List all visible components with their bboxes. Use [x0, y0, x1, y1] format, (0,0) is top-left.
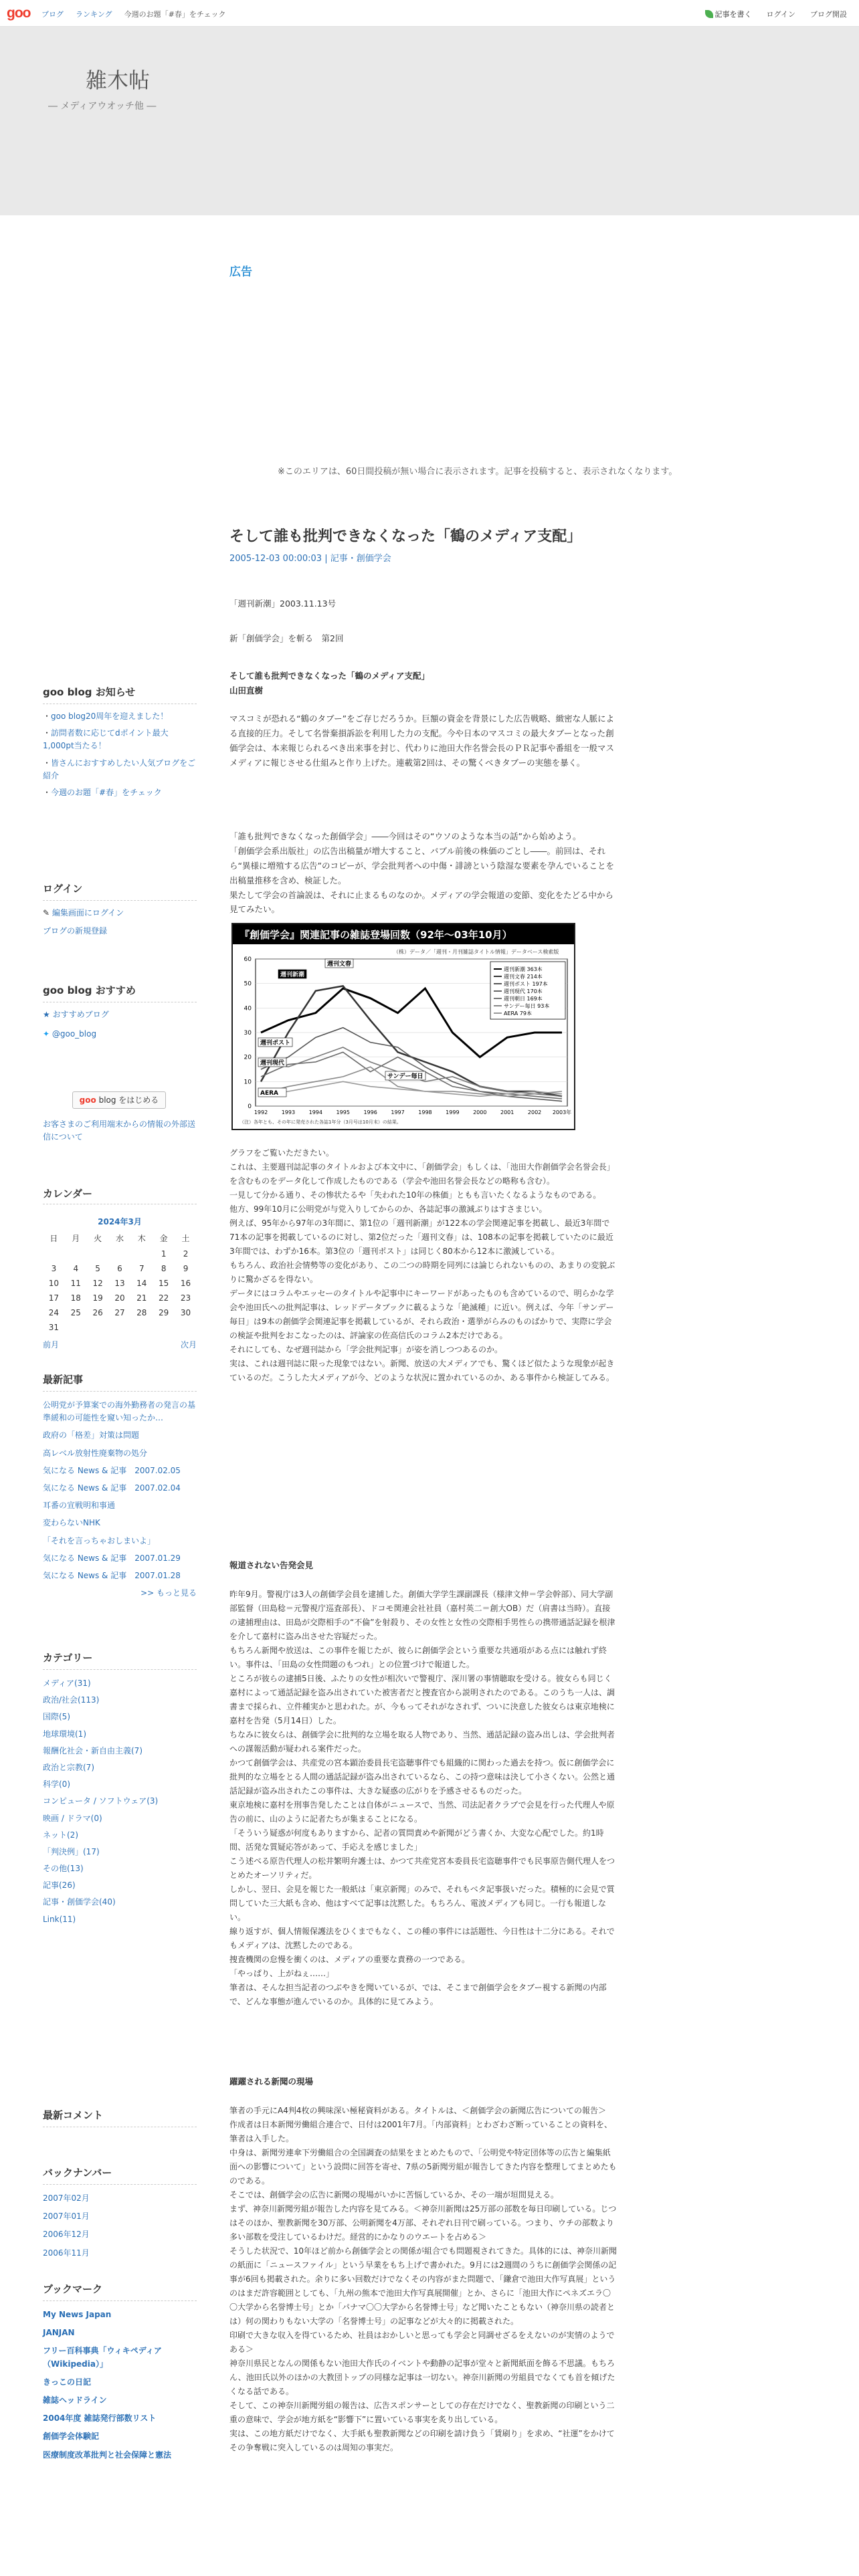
callout-label: サンデー毎日: [387, 1073, 423, 1080]
category-item[interactable]: ネット(2): [43, 1830, 78, 1840]
category-item[interactable]: その他(13): [43, 1864, 84, 1874]
category-item[interactable]: 政治/社会(113): [43, 1695, 100, 1705]
recommend-title: goo blog おすすめ: [43, 984, 136, 996]
calendar: [43, 1216, 197, 1350]
leaf-icon: [705, 10, 713, 18]
post-paragraph: マスコミが恐れる“鶴のタブー”をご存じだろうか。巨額の資金を背景にした広告戦略、緻密な人脈による直接的圧力。そして名誉棄損訴訟を利用した力の支配。今や日本のマスコミの最大タブーとなった創価学会は、本来報じられるべき出来事を封じ、代わりに池田大作名誉会長のＰＲ記事や番組を一般マスメディアに報じさせる仕組みと作り上げた。連載第2回は、その驚くべきタブーの実態を暴く。: [229, 714, 615, 768]
start-blog-button[interactable]: goo blog をはじめる: [72, 1091, 166, 1109]
recommend-list: [43, 1008, 197, 1041]
bookmark-item[interactable]: 雑誌ヘッドライン: [43, 2395, 107, 2405]
y-tick-label: 0: [248, 1103, 252, 1110]
category-item[interactable]: Link(11): [43, 1914, 76, 1924]
calendar-day: [153, 1320, 175, 1335]
post-paragraph: 筆者の手元にA4判4枚の興味深い極秘資料がある。タイトルは、＜創価学会の新聞広告についての報告＞ 作成者は日本新聞労働組合連合で、日付は2001年7月。「内部資料」とわざわざ断っていることの資料を、筆者は入手した。 中身は、新聞労連傘下労働組合の全国調査の結果をまとめたもので、「公明党や特定団体等の広告と編集紙面への影響について」という設問に回答を寄せ、7県の5新聞労組が報告してきた内容を整理してまとめたものである。 そこでは、創価学会の広告に新聞の現場がいかに苦悩しているか、その一端が垣間見える。 まず、神奈川新聞労組が報告した内容を見てみる。＜神奈川新聞は25万部の部数を毎日印刷している。じつはそのほか、聖教新聞を30万部、公明新聞を4万部、それぞれ日刊で刷っている。つまり、ウチの部数より多い部数を受注しているわけだ。経営的にかなりのウエートを占める＞ そうした状況で、10年ほど前から創価学会との関係が組合でも問題視されてきた。具体的には、神奈川新聞の紙面に「ニュースファイル」という早業をもち上げで書かれた。9月には2週間のうちに創価学会関係の記事が6回も掲載された。余りに多い回数だけでなくその内容がまた問題で、「鎌倉で池田大作写真展」というのはまだ許容範囲としても、「九州の熊本で池田大作写真展開催」とか、さらに「池田大作にペネズエラ〇〇大学から名誉博士号」とか「パナマ〇〇大学から名誉博士号」など聞いたこともない（神奈川県の読者とは）何の関わりもない大学の「名誉博士号」の記事などが大々的に掲載された。 印刷で大きな収入を得ているため、社員はおかしいと思っても学会と同調せざるをえないのが実情のようである＞ 神奈川県民となんの関係もない池田大作氏のイベントや動静の記事が堂々と新聞紙面を飾る不思議。もちろん、池田氏以外のほかの大教団トップの同様な記事は一切ない。神奈川新聞の労組員でなくても首を傾げたくなる話である。 そして、この神奈川新聞労組の報告は、広告スポンサーとしての存在だけでなく、聖教新聞の印刷という二重の意味で、学会が地方紙を“影響下”に置いている事実を炙り出している。 実は、この地方紙だけでなく、大手紙も聖教新聞などの印刷を請け負う「賃刷り」を求め、“社運”をかけてその争奪戦に突入しているのは周知の事実だ。: [229, 2106, 617, 2452]
calendar-day: 17: [48, 1293, 60, 1303]
calendar-prev[interactable]: 前月: [43, 1340, 60, 1350]
nav-topic[interactable]: 今週のお題「#春」をチェック: [124, 10, 226, 19]
calendar-day: [87, 1320, 109, 1335]
x-tick-label: 1993: [281, 1109, 296, 1115]
x-tick-label: 1996: [363, 1109, 377, 1115]
category-item[interactable]: 国際(5): [43, 1712, 70, 1722]
calendar-day: 3: [51, 1264, 57, 1273]
calendar-weekday: 木: [137, 1234, 146, 1243]
notice-item[interactable]: ・皆さんにおすすめしたい人気ブログをご紹介: [43, 758, 196, 780]
backnumber-title: バックナンバー: [43, 2167, 112, 2179]
post-title[interactable]: そして誰も批判できなくなった「鶴のメディア支配」: [229, 528, 582, 545]
x-tick-label: 1992: [254, 1109, 268, 1115]
post-paragraph: 「誰も批判できなくなった創価学会」――今回はその“ウソのような本当の話”から始めよう。 「創価学会系出版社」の広告出稿量が増大すること、バブル前後の株価のごとし――。前回は、それら“異様に増殖する広告”のコピーが、学会批判者への中傷・誹謗という陰湿な要素を孕んでいることを出稿量推移を含め、検証した。 果たして学会の首論説は、それに止まるものなのか。メディアの学会報道の変節、変化をたどる中から見てみたい。: [229, 831, 614, 915]
blog-title[interactable]: 雑木帖: [86, 68, 151, 93]
open-blog-button[interactable]: ブログ開設: [810, 10, 847, 19]
legend-entry: サンデー毎日 93本: [504, 1003, 550, 1009]
calendar-day: 24: [48, 1308, 60, 1317]
calendar-month: 2024年3月: [98, 1217, 142, 1226]
y-tick-label: 30: [244, 1030, 252, 1037]
legend-entry: 週刊文春 214本: [504, 974, 543, 980]
calendar-day: 25: [70, 1308, 81, 1317]
calendar-day: 4: [73, 1264, 79, 1273]
calendar-day: 6: [117, 1264, 122, 1273]
calendar-weekday: 火: [94, 1234, 102, 1243]
calendar-day: 12: [92, 1279, 103, 1288]
recent-item[interactable]: 「それを言っちゃおしまいよ」: [43, 1535, 156, 1545]
x-tick-label: 1997: [391, 1109, 405, 1115]
post-meta[interactable]: 2005-12-03 00:00:03 | 記事・創価学会: [229, 554, 391, 564]
bookmark-item[interactable]: My News Japan: [43, 2310, 112, 2319]
recent-more-link[interactable]: >> もっと見る: [140, 1588, 197, 1598]
calendar-day: [65, 1247, 87, 1261]
chart-note: （株）データ／「週刊・月刊雑誌タイトル情報」データベース検索版: [393, 949, 559, 955]
legend-entry: 週刊ポスト 197本: [504, 981, 548, 987]
calendar-day: [109, 1320, 131, 1335]
calendar-day: 1: [161, 1249, 167, 1259]
pencil-icon: ✎: [43, 908, 52, 918]
nav-blog[interactable]: ブログ: [41, 10, 64, 19]
y-tick-label: 20: [244, 1054, 252, 1061]
category-item[interactable]: 映画 / ドラマ(0): [43, 1813, 102, 1823]
chart-footnote: （注）各年とも、その年に発売された各誌1年分（3月号は10月末）の結果。: [240, 1119, 401, 1125]
post-paragraph: 「週刊新潮」2003.11.13号: [229, 599, 337, 609]
calendar-day: 16: [180, 1279, 191, 1288]
backnumber-item[interactable]: 2007年02月: [43, 2193, 90, 2203]
topbar-actions: [701, 7, 851, 21]
divider: [43, 2300, 197, 2301]
chart-svg: [233, 924, 574, 1129]
legend-entry: 週刊現代 170本: [504, 988, 543, 994]
calendar-day: 19: [92, 1293, 103, 1303]
global-nav: [41, 9, 226, 19]
category-item[interactable]: 記事(26): [43, 1881, 76, 1891]
calendar-weekday: 日: [50, 1234, 58, 1243]
article-chart: [231, 923, 575, 1130]
calendar-day: 27: [114, 1308, 125, 1317]
y-tick-label: 60: [244, 956, 252, 963]
bookmark-title: ブックマーク: [43, 2283, 102, 2295]
category-item[interactable]: 「判決例」(17): [43, 1846, 100, 1856]
login-editor-link[interactable]: 編集画面にログイン: [52, 908, 124, 918]
blog-header: [0, 27, 859, 215]
backnumber-item[interactable]: 2006年12月: [43, 2230, 90, 2240]
legend-entry: 週刊朝日 169本: [504, 996, 543, 1002]
post-subheading: 躍躍される新聞の現場: [229, 2076, 314, 2086]
bookmark-list: [43, 2309, 197, 2467]
callout-label: 週刊文春: [327, 961, 352, 968]
goo-blog-twitter-link[interactable]: @goo_blog: [52, 1029, 97, 1039]
ad-label: 広告: [229, 265, 252, 279]
notice-item[interactable]: ・goo blog20周年を迎えました！: [43, 712, 169, 721]
calendar-day: [65, 1320, 87, 1335]
callout-label: 週刊現代: [260, 1060, 285, 1067]
blog-subtitle: ― メディアウオッチ他 ―: [48, 101, 157, 112]
legend-entry: 週刊新潮 363本: [504, 966, 543, 972]
calendar-day: 28: [136, 1308, 147, 1317]
calendar-day: 5: [95, 1264, 100, 1273]
notice-item[interactable]: ・今週のお題「#春」をチェック: [43, 787, 162, 797]
calendar-day: 11: [70, 1279, 81, 1288]
category-title: カテゴリー: [43, 1652, 93, 1664]
divider: [43, 900, 197, 901]
calendar-weekday: 土: [181, 1234, 190, 1243]
recent-title: 最新記事: [43, 1374, 84, 1386]
calendar-day: 18: [70, 1293, 81, 1303]
x-tick-label: 2002: [527, 1109, 542, 1115]
category-item[interactable]: メディア(31): [43, 1679, 91, 1688]
calendar-weekday: 月: [72, 1234, 80, 1243]
x-tick-label: 1999: [446, 1109, 460, 1115]
recent-item[interactable]: 気になる News & 記事 2007.01.29: [43, 1553, 181, 1563]
global-topbar: [0, 0, 859, 27]
backnumber-item[interactable]: 2007年01月: [43, 2212, 90, 2222]
recent-item[interactable]: 変わらないNHK: [43, 1518, 100, 1528]
y-tick-label: 50: [244, 980, 252, 988]
calendar-weekday: 水: [115, 1234, 124, 1243]
calendar-day: 20: [114, 1293, 125, 1303]
external-info-link[interactable]: お客さまのご利用端末からの情報の外部送信について: [43, 1119, 196, 1142]
x-tick-label: 2001: [500, 1109, 514, 1115]
ad-note: ※このエリアは、60日間投稿が無い場合に表示されます。記事を投稿すると、表示されなくなります。: [278, 467, 678, 477]
recent-item[interactable]: 公明党が予算案での海外勤務者の発言の基準緩和の可能性を窺い知ったか…: [43, 1400, 196, 1423]
x-tick-label: 1994: [308, 1109, 322, 1115]
main-area: [0, 215, 859, 2576]
chart-title: 『創価学会』関連記事の雑誌登場回数（92年〜03年10月）: [240, 929, 512, 941]
post-paragraph: 新「創価学会」を斬る 第2回: [229, 633, 344, 643]
goo-logo[interactable]: goo: [7, 5, 31, 21]
divider: [43, 1669, 197, 1670]
login-button[interactable]: ログイン: [766, 10, 795, 19]
login-title: ログイン: [43, 883, 83, 895]
x-tick-label: 1995: [336, 1109, 350, 1115]
divider: [43, 2184, 197, 2185]
calendar-day: 30: [180, 1308, 191, 1317]
comment-title: 最新コメント: [43, 2109, 104, 2121]
calendar-day: 14: [136, 1279, 147, 1288]
recent-list: [43, 1399, 197, 1600]
star-icon: ★: [43, 1010, 53, 1019]
legend-entry: AERA 79本: [504, 1010, 532, 1016]
backnumber-list[interactable]: [43, 2192, 197, 2258]
category-item[interactable]: 報酬化社会・新自由主義(7): [43, 1745, 142, 1755]
bookmark-item[interactable]: 創価学会体験記: [43, 2432, 100, 2442]
post-paragraph: 昨年9月。警視庁は3人の創価学会員を逮捕した。創価大学学生課副課長（様津文伸＝学会幹部）、同大学副部監督（田島稔＝元警視庁巡査部長）、ドコモ関連会社社員（嘉村英二＝創大OB）だ（肩書は当時）。直接の逮捕理由は、田島が交際相手の“不倫”を射殺り、その女性と女性の交際相手男性らの携帯通話記録を根津を介して嘉村に盗み出させた容疑だった。 もちろん新聞や放送は、この事件を報じたが、彼らに創価学会という重要な共通項がある点には触れず終い。事件は、「田島の女性問題のもつれ」との位置づけで報道した。 ところが彼らの逮捕5日後、ふたりの女性が相次いで警視庁、深川署の事情聴取を受ける。彼女らも同じく嘉村によって通話記録を盗み出されていた被害者だと捜査官から説明されたのである。このうち一人は、調書まで採られ、立件種実かと思われた。が、今もってそれがなされず、ついに決意した彼女らは東京地検に嘉村を告発（5月14日）した。 ちなみに彼女らは、創価学会に批判的な立場を取る人物であり、当然、通話記録の盗み出しは、学会批判者への謀報活動が疑われる案件だった。 かつて創価学会は、共産党の宮本顕治委員長宅盗聴事件でも組織的に関わった過去を持つ。仮に創価学会に批判的な立場をとる人間の通話記録が盗み出されているなら、この持つ意味は決して小さくない。公然と通話記録が盗み出されたこの事件は、大きな疑惑の広がりを予感させるものだった。 東京地検に嘉村を刑事告発したことは自体がニュースで、当然、司法記者クラブで会見を行った代理人や原告の前に、山のように記者たちが集まることになる。 「そういう疑惑が何度もありますから、記者の質問責めや新聞がどう書くか、大変な心配でした。約1時間、活発な質疑応答があって、手応えを感じました」 こう述べる原告代理人の松井繁明弁護士は、かつて共産党宮本委員長宅盗聴事件でも民事原告側代理人をつとめたオーソリティだ。 しかし、翌日、会見を報じた一般紙は「東京新聞」のみで、それもベタ記事扱いだった。積極的に会見で質問していた三大紙も含め、他はすべて記事は沈黙した。もちろん、電波メディアも同じ。一行も報道しない。 線り返すが、個人情報保護法をひくまでもなく、この種の事件には話題性、今日性は十二分にある。それでもメディアは、沈黙したのである。 捜査機関の怠慢を衝くのは、メディアの重要な責務の一つである。 「やっぱり、上がねぇ……」 筆者は、そんな担当記者のつぶやきを聞いているが、では、そこまで創価学会をタブー視する新聞の内部で、どんな事態が進んでいるのか。具体的に見てみよう。: [229, 1590, 615, 2006]
calendar-weekday: 金: [159, 1234, 168, 1243]
x-tick-label: 1998: [418, 1109, 432, 1115]
post-heading: そして誰も批判できなくなった「鶴のメディア支配」 山田直樹: [229, 671, 430, 695]
calendar-day: 21: [136, 1293, 147, 1303]
calendar-next[interactable]: 次月: [180, 1340, 197, 1350]
calendar-day: 8: [161, 1264, 167, 1273]
nav-ranking[interactable]: ランキング: [76, 10, 112, 19]
calendar-day: 31: [48, 1323, 60, 1332]
calendar-day: 7: [138, 1264, 145, 1273]
calendar-day: 2: [183, 1249, 189, 1259]
calendar-day: 15: [159, 1279, 169, 1288]
x-tick-label: 2003年: [552, 1109, 572, 1115]
recent-item[interactable]: 政府の「格差」対策は問題: [43, 1430, 140, 1440]
calendar-day: [87, 1247, 109, 1261]
bookmark-item[interactable]: JANJAN: [43, 2328, 75, 2338]
recent-item[interactable]: 耳番の宣戦明和事通: [43, 1501, 116, 1511]
category-item[interactable]: コンピュータ / ソフトウェア(3): [43, 1796, 159, 1806]
calendar-day: 22: [159, 1293, 169, 1303]
category-item[interactable]: 記事・創価学会(40): [43, 1897, 116, 1907]
new-blog-link[interactable]: ブログの新規登録: [43, 926, 108, 936]
callout-label: 週刊新潮: [280, 972, 305, 978]
category-item[interactable]: 政治と宗教(7): [43, 1762, 94, 1772]
y-tick-label: 40: [244, 1005, 252, 1012]
calendar-day: 26: [92, 1308, 103, 1317]
post-paragraph: グラフをご覧いただきたい。 これは、主要週刊誌記事のタイトルおよび本文中に、「創価学会」もしくは、「池田大作創価学会名誉会長」を含むものをデータ化して作成したものである（学会や池田名誉会長などの略称も含む）。 一見して分かる通り、その惨状たるや「失われた10年の株価」ともも言いたくなるようなものである。 他方、99年10月に公明党が与党入りしてからのか、各誌記事の激減ぶりはすさまじい。 例えば、95年から97年の3年間に、第1位の「週刊新潮」が122本の学会関連記事を掲載し、最近3年間で71本の記事を掲載しているのに対し、第2位だった「週刊文春」は、108本の記事を掲載していたのに最近3年間では、わずか16本。第3位の「週刊ポスト」は同じく80本から12本に激減している。 もちろん、政治社会情勢等の変化があり、この二つの時期を同列には論じられないものの、あまりの変貌ぶりに驚かざるを得ない。 データにはコラムやエッセーのタイトルや記事中にキーワードがあったものも含めているので、明らかな学会や池田氏への批判記事は、レッドデータブックに載るような「絶滅種」に近い。例えば、今年「サンデー毎日」は9本の創価学会関連記事を掲載しているが、それら政治・選挙がらみのものばかりで、実際に学会の検証や批判をおこなったのは、評論家の佐高信氏のコラム2本だけである。 それにしても、なぜ週刊誌から「学会批判記事」が姿を消しつつあるのか。 実は、これは週刊誌に限った現象ではない。新聞、放送の大メディアでも、驚くほど似たような現象が起きているのだ。こうした大メディアが今、どのような状況に置かれているのか、ある事件から検証してみる。: [229, 1148, 615, 1382]
login-list: [43, 907, 197, 938]
bookmark-item[interactable]: フリー百科事典「ウィキペディア（Wikipedia）」: [43, 2346, 162, 2369]
calendar-day: [43, 1247, 65, 1261]
recent-item[interactable]: 気になる News & 記事 2007.02.05: [43, 1465, 181, 1475]
bookmark-item[interactable]: きっこの日記: [43, 2377, 92, 2387]
calendar-day: 23: [180, 1293, 191, 1303]
calendar-day: [175, 1320, 197, 1335]
notice-list: [43, 710, 197, 799]
x-tick-label: 2000: [473, 1109, 487, 1115]
write-post-button[interactable]: 記事を書く: [701, 7, 756, 21]
category-item[interactable]: 科学(0): [43, 1780, 70, 1790]
calendar-title: カレンダー: [43, 1188, 93, 1200]
y-tick-label: 10: [244, 1079, 252, 1086]
bookmark-item[interactable]: 医療制度改革批判と社会保障と憲法: [43, 2450, 172, 2460]
calendar-day: 29: [159, 1308, 169, 1317]
bookmark-item[interactable]: 2004年度 雑誌発行部数リスト: [43, 2413, 157, 2424]
category-list: [43, 1677, 197, 1930]
calendar-day: 10: [48, 1279, 60, 1288]
notice-item[interactable]: ・訪問者数に応じてdポイント最大1,000pt当たる！: [43, 728, 169, 751]
calendar-day: 13: [114, 1279, 125, 1288]
backnumber-item[interactable]: 2006年11月: [43, 2248, 90, 2258]
recommend-blog-link[interactable]: おすすめブログ: [52, 1010, 109, 1019]
callout-label: 週刊ポスト: [260, 1040, 291, 1047]
twitter-icon: ✦: [43, 1029, 52, 1039]
calendar-day: [109, 1247, 131, 1261]
divider: [43, 1391, 197, 1392]
post-subheading: 報道されない告発会見: [229, 1560, 314, 1570]
calendar-grid: [43, 1230, 197, 1335]
category-item[interactable]: 地球環境(1): [43, 1729, 86, 1739]
recent-item[interactable]: 気になる News & 記事 2007.02.04: [43, 1483, 181, 1493]
calendar-day: [130, 1320, 153, 1335]
calendar-day: [130, 1247, 153, 1261]
calendar-day: 9: [183, 1264, 189, 1273]
callout-label: AERA: [260, 1090, 279, 1097]
recent-item[interactable]: 高レベル放射性廃棄物の処分: [43, 1448, 148, 1458]
recent-item[interactable]: 気になる News & 記事 2007.01.28: [43, 1570, 181, 1580]
notice-title: goo blog お知らせ: [43, 686, 136, 698]
